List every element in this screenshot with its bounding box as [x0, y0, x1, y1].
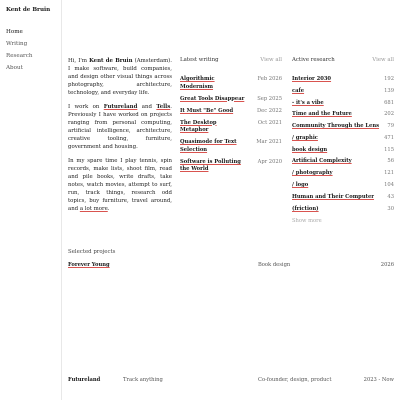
active-research: [292, 57, 394, 224]
nav-home[interactable]: Home: [6, 29, 23, 35]
bio-hobbies: [68, 157, 172, 214]
project-category: Book design: [258, 262, 291, 268]
research-item[interactable]: [292, 111, 394, 119]
writing-item[interactable]: [180, 159, 282, 174]
research-item-title[interactable]: cafe: [292, 87, 305, 94]
writing-item-date: Oct 2021: [257, 119, 282, 126]
research-item-count: 681: [384, 99, 394, 106]
project-year: 2026: [380, 262, 394, 268]
research-view-all[interactable]: View all: [372, 57, 394, 63]
writing-item[interactable]: [180, 96, 282, 104]
bio-text: (Amsterdam). I make software, build companies, and design other visual things across photography, architecture, technology, and everyday life.: [68, 58, 173, 97]
research-item-count: 471: [384, 134, 394, 141]
research-item-count: 79: [387, 123, 394, 130]
writing-list: [180, 76, 282, 174]
footer-project-name[interactable]: Futureland: [68, 377, 101, 383]
writing-item-title[interactable]: It Must "Be" Good: [180, 107, 234, 114]
research-item[interactable]: [292, 135, 394, 143]
writing-header: [180, 57, 282, 69]
nav-writing[interactable]: Writing: [6, 41, 28, 47]
research-header: [292, 57, 394, 69]
footer-project-years: 2023 - Now: [363, 377, 394, 383]
research-item-count: 139: [384, 87, 394, 94]
research-item[interactable]: [292, 88, 394, 96]
research-item-title[interactable]: / logo: [292, 182, 309, 189]
bio-text: .: [107, 206, 110, 213]
main-nav: [6, 29, 32, 77]
research-list: [292, 76, 394, 213]
research-item-count: 115: [384, 146, 394, 153]
sidebar: [0, 0, 62, 400]
tells-link[interactable]: Tells: [156, 103, 171, 110]
writing-item-date: Feb 2026: [257, 76, 282, 82]
projects-title: Selected projects: [68, 249, 116, 255]
bio-text: . Previously I have worked on projects ranging from personal computing, artificial intelligence, architecture, creative tooling, furniture, government and housing.: [68, 103, 172, 151]
writing-item-title[interactable]: Software is Polluting the World: [180, 158, 241, 173]
research-item[interactable]: [292, 182, 394, 190]
research-item[interactable]: [292, 170, 394, 178]
writing-item-title[interactable]: The Desktop Metaphor: [180, 119, 217, 134]
writing-item[interactable]: [180, 108, 282, 116]
research-item-count: 121: [384, 170, 394, 177]
show-more-button[interactable]: Show more: [292, 218, 322, 225]
research-item[interactable]: [292, 123, 394, 131]
bio-text: Hi, I'm: [68, 58, 90, 64]
project-name[interactable]: Forever Young: [68, 262, 110, 268]
writing-item-date: Sep 2025: [257, 95, 282, 102]
research-item[interactable]: [292, 194, 394, 202]
research-item-title[interactable]: Community Through the Lens: [292, 123, 380, 130]
research-item-count: 43: [387, 193, 394, 200]
research-item-title[interactable]: Time and the Future: [292, 111, 352, 118]
research-item-count: 192: [384, 76, 394, 82]
research-item[interactable]: [292, 158, 394, 166]
bio-work: [68, 103, 172, 152]
research-item-count: 30: [387, 205, 394, 212]
research-item-title[interactable]: - it's a vibe: [292, 99, 324, 106]
research-item[interactable]: [292, 76, 394, 84]
bio-intro: [68, 57, 172, 97]
writing-item-title[interactable]: Quasimode for Text Selection: [180, 139, 237, 153]
footer-project-row[interactable]: [68, 377, 394, 385]
research-item-title[interactable]: Interior 2030: [292, 76, 332, 82]
research-item[interactable]: [292, 206, 394, 214]
writing-item-title[interactable]: Algorithmic Modernism: [180, 76, 215, 90]
writing-title: Latest writing: [180, 57, 219, 63]
research-item-count: 202: [384, 111, 394, 118]
writing-item-date: Dec 2022: [257, 107, 282, 114]
research-item-title[interactable]: Artificial Complexity: [292, 158, 352, 165]
bio: [68, 57, 172, 219]
bio-text: and: [137, 103, 157, 110]
writing-item-date: Apr 2020: [257, 158, 282, 165]
research-item[interactable]: [292, 100, 394, 108]
research-item-title[interactable]: (friction): [292, 205, 319, 212]
writing-item[interactable]: [180, 76, 282, 91]
research-title: Active research: [292, 57, 335, 63]
author-name: Kent de Bruin: [89, 58, 133, 64]
writing-item-title[interactable]: Great Tools Disappear: [180, 95, 245, 102]
research-item-count: 56: [387, 158, 394, 165]
writing-item[interactable]: [180, 139, 282, 154]
nav-research[interactable]: Research: [6, 53, 33, 59]
bio-text: I work on: [68, 103, 104, 110]
research-item-title[interactable]: / photography: [292, 170, 333, 177]
research-item-title[interactable]: / graphic: [292, 134, 318, 141]
research-item-count: 104: [384, 182, 394, 189]
bio-text: In my spare time I play tennis, spin records, make lists, shoot film, read and pile books, write drafts, take notes, watch movies, attempt to surf, run, track things, research odd topics, buy furniture, travel around, and: [68, 157, 172, 213]
research-item-title[interactable]: book design: [292, 146, 328, 153]
footer-project-role: Co-founder, design, product: [258, 377, 332, 383]
writing-item[interactable]: [180, 120, 282, 135]
a-lot-more-link[interactable]: a lot more: [79, 206, 108, 213]
writing-item-date: Mar 2021: [256, 139, 282, 146]
writing-view-all[interactable]: View all: [260, 57, 282, 63]
project-row[interactable]: [68, 262, 394, 270]
site-name[interactable]: Kent de Bruin: [6, 7, 51, 13]
research-item-title[interactable]: Human and Their Computer: [292, 193, 375, 200]
research-item[interactable]: [292, 147, 394, 155]
footer-project-tagline: Track anything: [123, 377, 163, 383]
futureland-link[interactable]: Futureland: [103, 103, 138, 110]
latest-writing: [180, 57, 282, 178]
nav-about[interactable]: About: [6, 65, 23, 71]
